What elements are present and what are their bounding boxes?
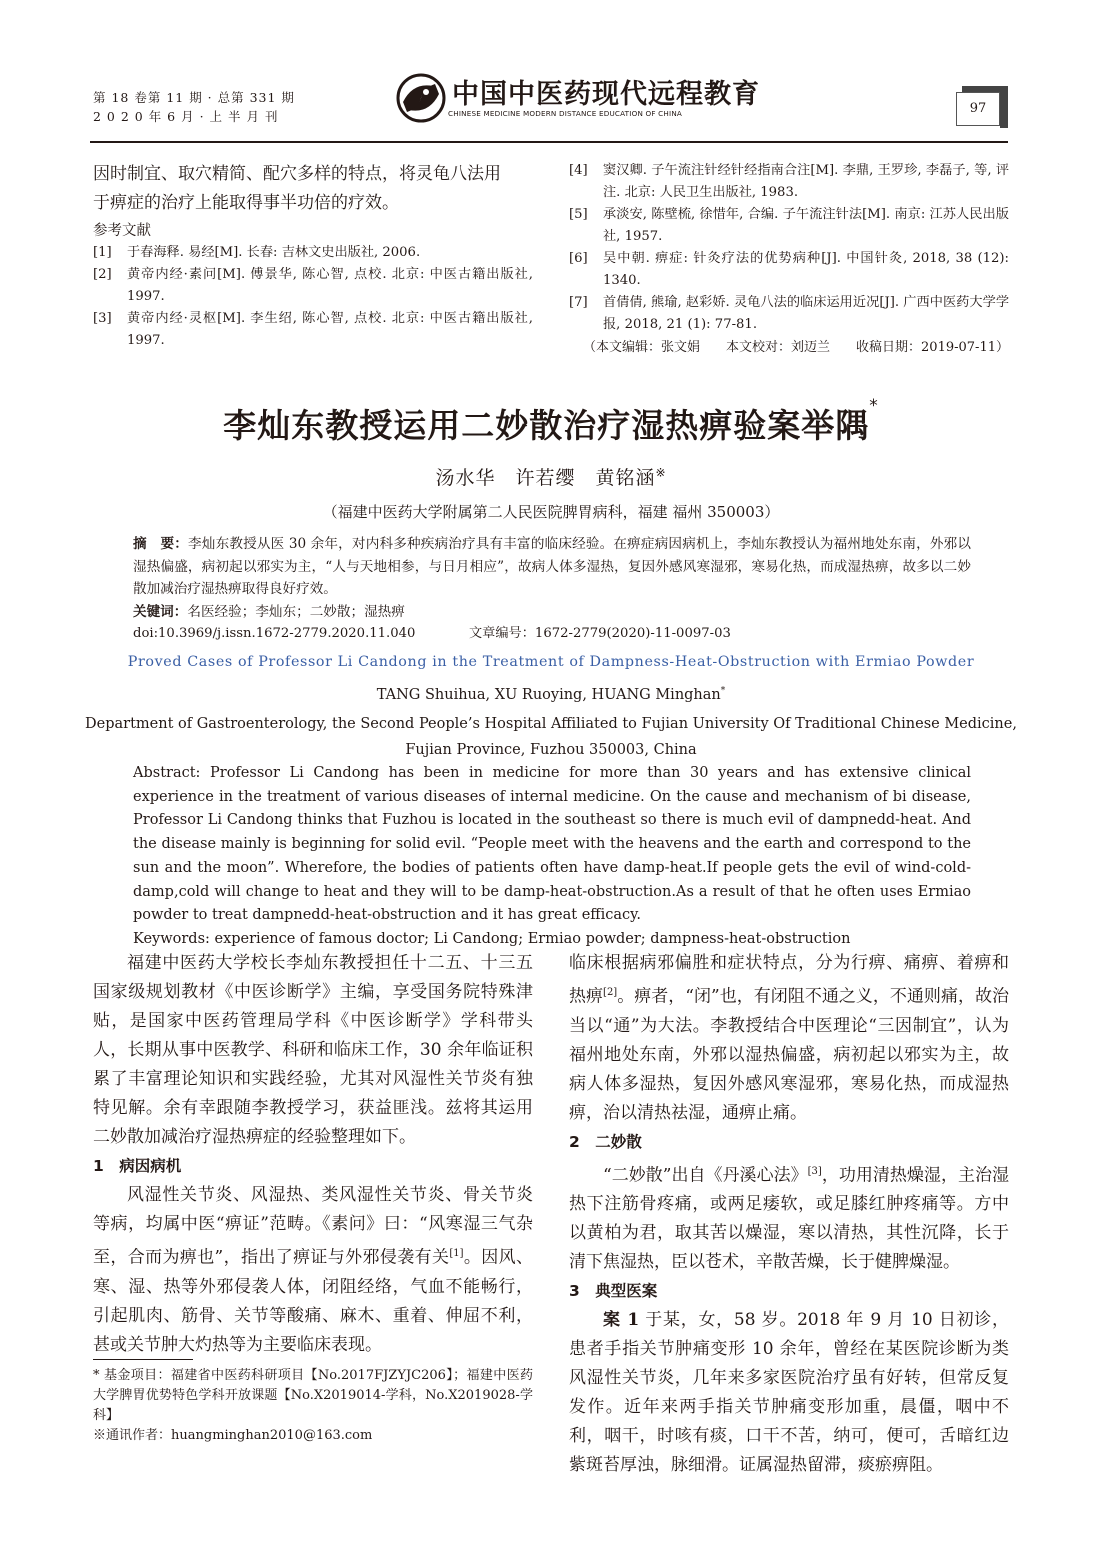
page-number: 97 — [956, 92, 1000, 126]
english-authors — [0, 686, 1102, 703]
page-number-shadow-side — [1000, 86, 1008, 128]
editor-credits: （本文编辑：张文娟 本文校对：刘迈兰 收稿日期：2019-07-11） — [583, 340, 1009, 355]
keywords-label: 关键词： — [133, 603, 188, 620]
contact-footnote: ※通讯作者：huangminghan2010@163.com — [93, 1428, 373, 1443]
prev-article-right — [569, 160, 1009, 355]
reference-item: [2] 黄帝内经·素问[M]. 傅景华, 陈心智, 点校. 北京: 中医古籍出版社, 1997. — [93, 267, 533, 304]
references-list-left — [93, 242, 533, 352]
journal-issue-info — [93, 88, 295, 126]
body-right-column — [569, 949, 1009, 1480]
footnote-rule — [93, 1359, 193, 1360]
fund-footnote: * 基金项目：福建省中医药科研项目【No.2017FJZYJC206】；福建中医药大学脾胃优势特色学科开放课题【No.X2019014-学科，No.X2019028-学科】 — [93, 1368, 533, 1423]
section-1-continued: 临床根据病邪偏胜和症状特点，分为行痹、痛痹、着痹和热痹[2]。痹者，“闭”也，有闭阻不通之义，不通则痛，故治当以“通”为大法。李教授结合中医理论“三因制宜”，认为福州地处东南，外邪以湿热偏盛，病初起以邪实为主，故病人体多湿热，复因外感风寒湿邪，寒易化热，而成湿热痹，治以清热祛湿，通痹止痛。 — [569, 953, 1010, 1123]
intro-paragraph: 福建中医药大学校长李灿东教授担任十二五、十三五国家级规划教材《中医诊断学》主编，享受国务院特殊津贴，是国家中医药管理局学科《中医诊断学》学科带头人，长期从事中医教学、科研和临床工作，30 余年临证积累了丰富理论知识和实践经验，尤其对风湿性关节炎有独特见解。余有幸跟随李教授学习，获益匪浅。兹将其运用二妙散加减治疗湿热痹症的经验整理如下。 — [93, 953, 533, 1147]
authors-text: 汤水华 许若缨 黄铭涵 — [435, 467, 656, 489]
doi-line — [133, 623, 971, 646]
keywords-cn — [133, 601, 971, 624]
section-2-paragraph: “二妙散”出自《丹溪心法》[3]，功用清热燥湿，主治湿热下注筋骨疼痛，或两足痿软，或足膝红肿疼痛等。方中以黄柏为君，取其苦以燥湿，寒以清热，其性沉降，长于清下焦湿热，臣以苍术，辛散苦燥，长于健脾燥湿。 — [569, 1165, 1009, 1273]
reference-item: [1] 于春海释. 易经[M]. 长春: 吉林文史出版社, 2006. — [93, 245, 421, 260]
case-1-paragraph: 案 1 于某，女，58 岁。2018 年 9 月 10 日初诊，患者手指关节肿痛变形 10 余年，曾经在某医院诊断为类风湿性关节炎，几年来多家医院治疗虽有好转，但常反复发作。近年来两手指关节肿痛变形加重，晨僵，咽中不利，咽干，时咳有痰，口干不苦，纳可，便可，舌暗红边紫斑苔厚浊，脉细滑。证属湿热留滞，痰瘀痹阻。 — [569, 1310, 1009, 1476]
citation: [1] — [449, 1248, 464, 1259]
english-abstract-block — [133, 762, 971, 952]
prev-article-text — [93, 160, 533, 218]
footnotes — [93, 1366, 533, 1446]
abstract-cn — [133, 533, 971, 601]
references-list-right — [569, 160, 1009, 336]
header-rule — [90, 141, 1008, 143]
reference-item: [3] 黄帝内经·灵枢[M]. 李生绍, 陈心智, 点校. 北京: 中医古籍出版社, 1997. — [93, 311, 533, 348]
date-line: 2 0 2 0 年 6 月 · 上 半 月 刊 — [93, 109, 279, 124]
prev-text-line-2: 于痹症的治疗上能取得事半功倍的疗效。 — [93, 193, 399, 213]
english-corresponding-mark: * — [720, 686, 726, 696]
section-1-heading: 1 病因病机 — [93, 1157, 182, 1175]
reference-item: [6] 吴中朝. 痹症: 针灸疗法的优势病种[J]. 中国针灸, 2018, 38 (12): 1340. — [569, 251, 1009, 288]
doi: doi:10.3969/j.issn.1672-2779.2020.11.040 — [133, 626, 416, 641]
abstract-cn-block — [133, 533, 971, 646]
journal-logo-icon — [393, 72, 449, 124]
english-affiliation-line-2: Fujian Province, Fuzhou 350003, China — [405, 742, 697, 758]
journal-name-cn: 中国中医药现代远程教育 — [452, 79, 760, 110]
english-affiliation — [0, 711, 1102, 763]
abstract-text: 李灿东教授从医 30 余年，对内科多种疾病治疗具有丰富的临床经验。在痹症病因病机上，李灿东教授认为福州地处东南，外邪以湿热偏盛，病初起以邪实为主，“人与天地相参，与日月相应”，故病人体多湿热，复因外感风寒湿邪，寒易化热，而成湿热痹，故多以二妙散加减治疗湿热痹取得良好疗效。 — [133, 536, 972, 597]
article-title-text: 李灿东教授运用二妙散治疗湿热痹验案举隅 — [223, 406, 870, 445]
section-1-paragraph: 风湿性关节炎、风湿热、类风湿性关节炎、骨关节炎等病，均属中医“痹证”范畴。《素问》曰：“风寒湿三气杂至，合而为痹也”，指出了痹证与外邪侵袭有关[1]。因风、寒、湿、热等外邪侵袭人体，闭阻经络，气血不能畅行，引起肌肉、筋骨、关节等酸痛、麻木、重着、伸屈不利，甚或关节肿大灼热等为主要临床表现。 — [93, 1185, 533, 1355]
english-authors-text: TANG Shuihua, XU Ruoying, HUANG Minghan — [376, 686, 721, 703]
body-left-column — [93, 949, 533, 1360]
reference-item: [5] 承淡安, 陈壁梳, 徐惜年, 合编. 子午流注针法[M]. 南京: 江苏人民出版社, 1957. — [569, 207, 1009, 244]
english-affiliation-line-1: Department of Gastroenterology, the Second People’s Hospital Affiliated to Fujian University Of Traditional Chinese Medicine, — [85, 716, 1017, 732]
affiliation: （福建中医药大学附属第二人民医院脾胃病科，福建 福州 350003） — [322, 503, 780, 521]
article-number: 文章编号：1672-2779(2020)-11-0097-03 — [469, 626, 731, 641]
keywords-text: 名医经验；李灿东；二妙散；湿热痹 — [187, 603, 405, 620]
references-heading: 参考文献 — [93, 223, 151, 239]
section-2-heading: 2 二妙散 — [569, 1132, 642, 1151]
corresponding-mark: ※ — [655, 465, 667, 480]
case-label: 案 1 — [603, 1310, 640, 1331]
article-title — [0, 396, 1102, 447]
journal-name-en: CHINESE MEDICINE MODERN DISTANCE EDUCATION OF CHINA — [448, 109, 683, 118]
prev-text-line-1: 因时制宜、取穴精简、配穴多样的特点，将灵龟八法用 — [93, 164, 501, 184]
authors — [0, 463, 1102, 490]
english-title: Proved Cases of Professor Li Candong in the Treatment of Dampness-Heat-Obstruction with Ermiao Powder — [127, 654, 975, 670]
english-keywords: Keywords: experience of famous doctor; Li Candong; Ermiao powder; dampness-heat-obstruction — [133, 930, 851, 947]
section-3-heading: 3 典型医案 — [569, 1282, 658, 1301]
prev-article-left — [93, 160, 533, 352]
citation: [3] — [807, 1165, 822, 1177]
volume-line: 第 18 卷第 11 期 · 总第 331 期 — [93, 90, 295, 105]
reference-item: [7] 首倩倩, 熊瑜, 赵彩娇. 灵龟八法的临床运用近况[J]. 广西中医药大学学报, 2018, 21 (1): 77-81. — [569, 295, 1009, 332]
abstract-label: 摘 要： — [133, 536, 189, 552]
english-abstract: Abstract: Professor Li Candong has been in medicine for more than 30 years and has extensive clinical experience in the treatment of various diseases of internal medicine. On the cause and mechanism of bi disease, Professor Li Candong thinks that Fuzhou is located in the southeast so there is much evil of dampnedd-heat. And the disease mainly is beginning for solid evil. “People meet with the heavens and the earth and correspond to the sun and the moon”. Wherefore, the bodies of patients often have damp-heat.If people gets the evil of wind-cold-damp,cold will change to heat and they will to be damp-heat-obstruction.As a result of that he often uses Ermiao powder to treat dampnedd-heat-obstruction and it has great efficacy. — [133, 765, 971, 924]
reference-item: [4] 窦汉卿. 子午流注针经针经指南合注[M]. 李鼎, 王罗珍, 李磊子, 等, 评注. 北京: 人民卫生出版社, 1983. — [569, 163, 1009, 200]
title-footnote-mark: * — [869, 396, 879, 416]
citation: [2] — [603, 987, 618, 998]
